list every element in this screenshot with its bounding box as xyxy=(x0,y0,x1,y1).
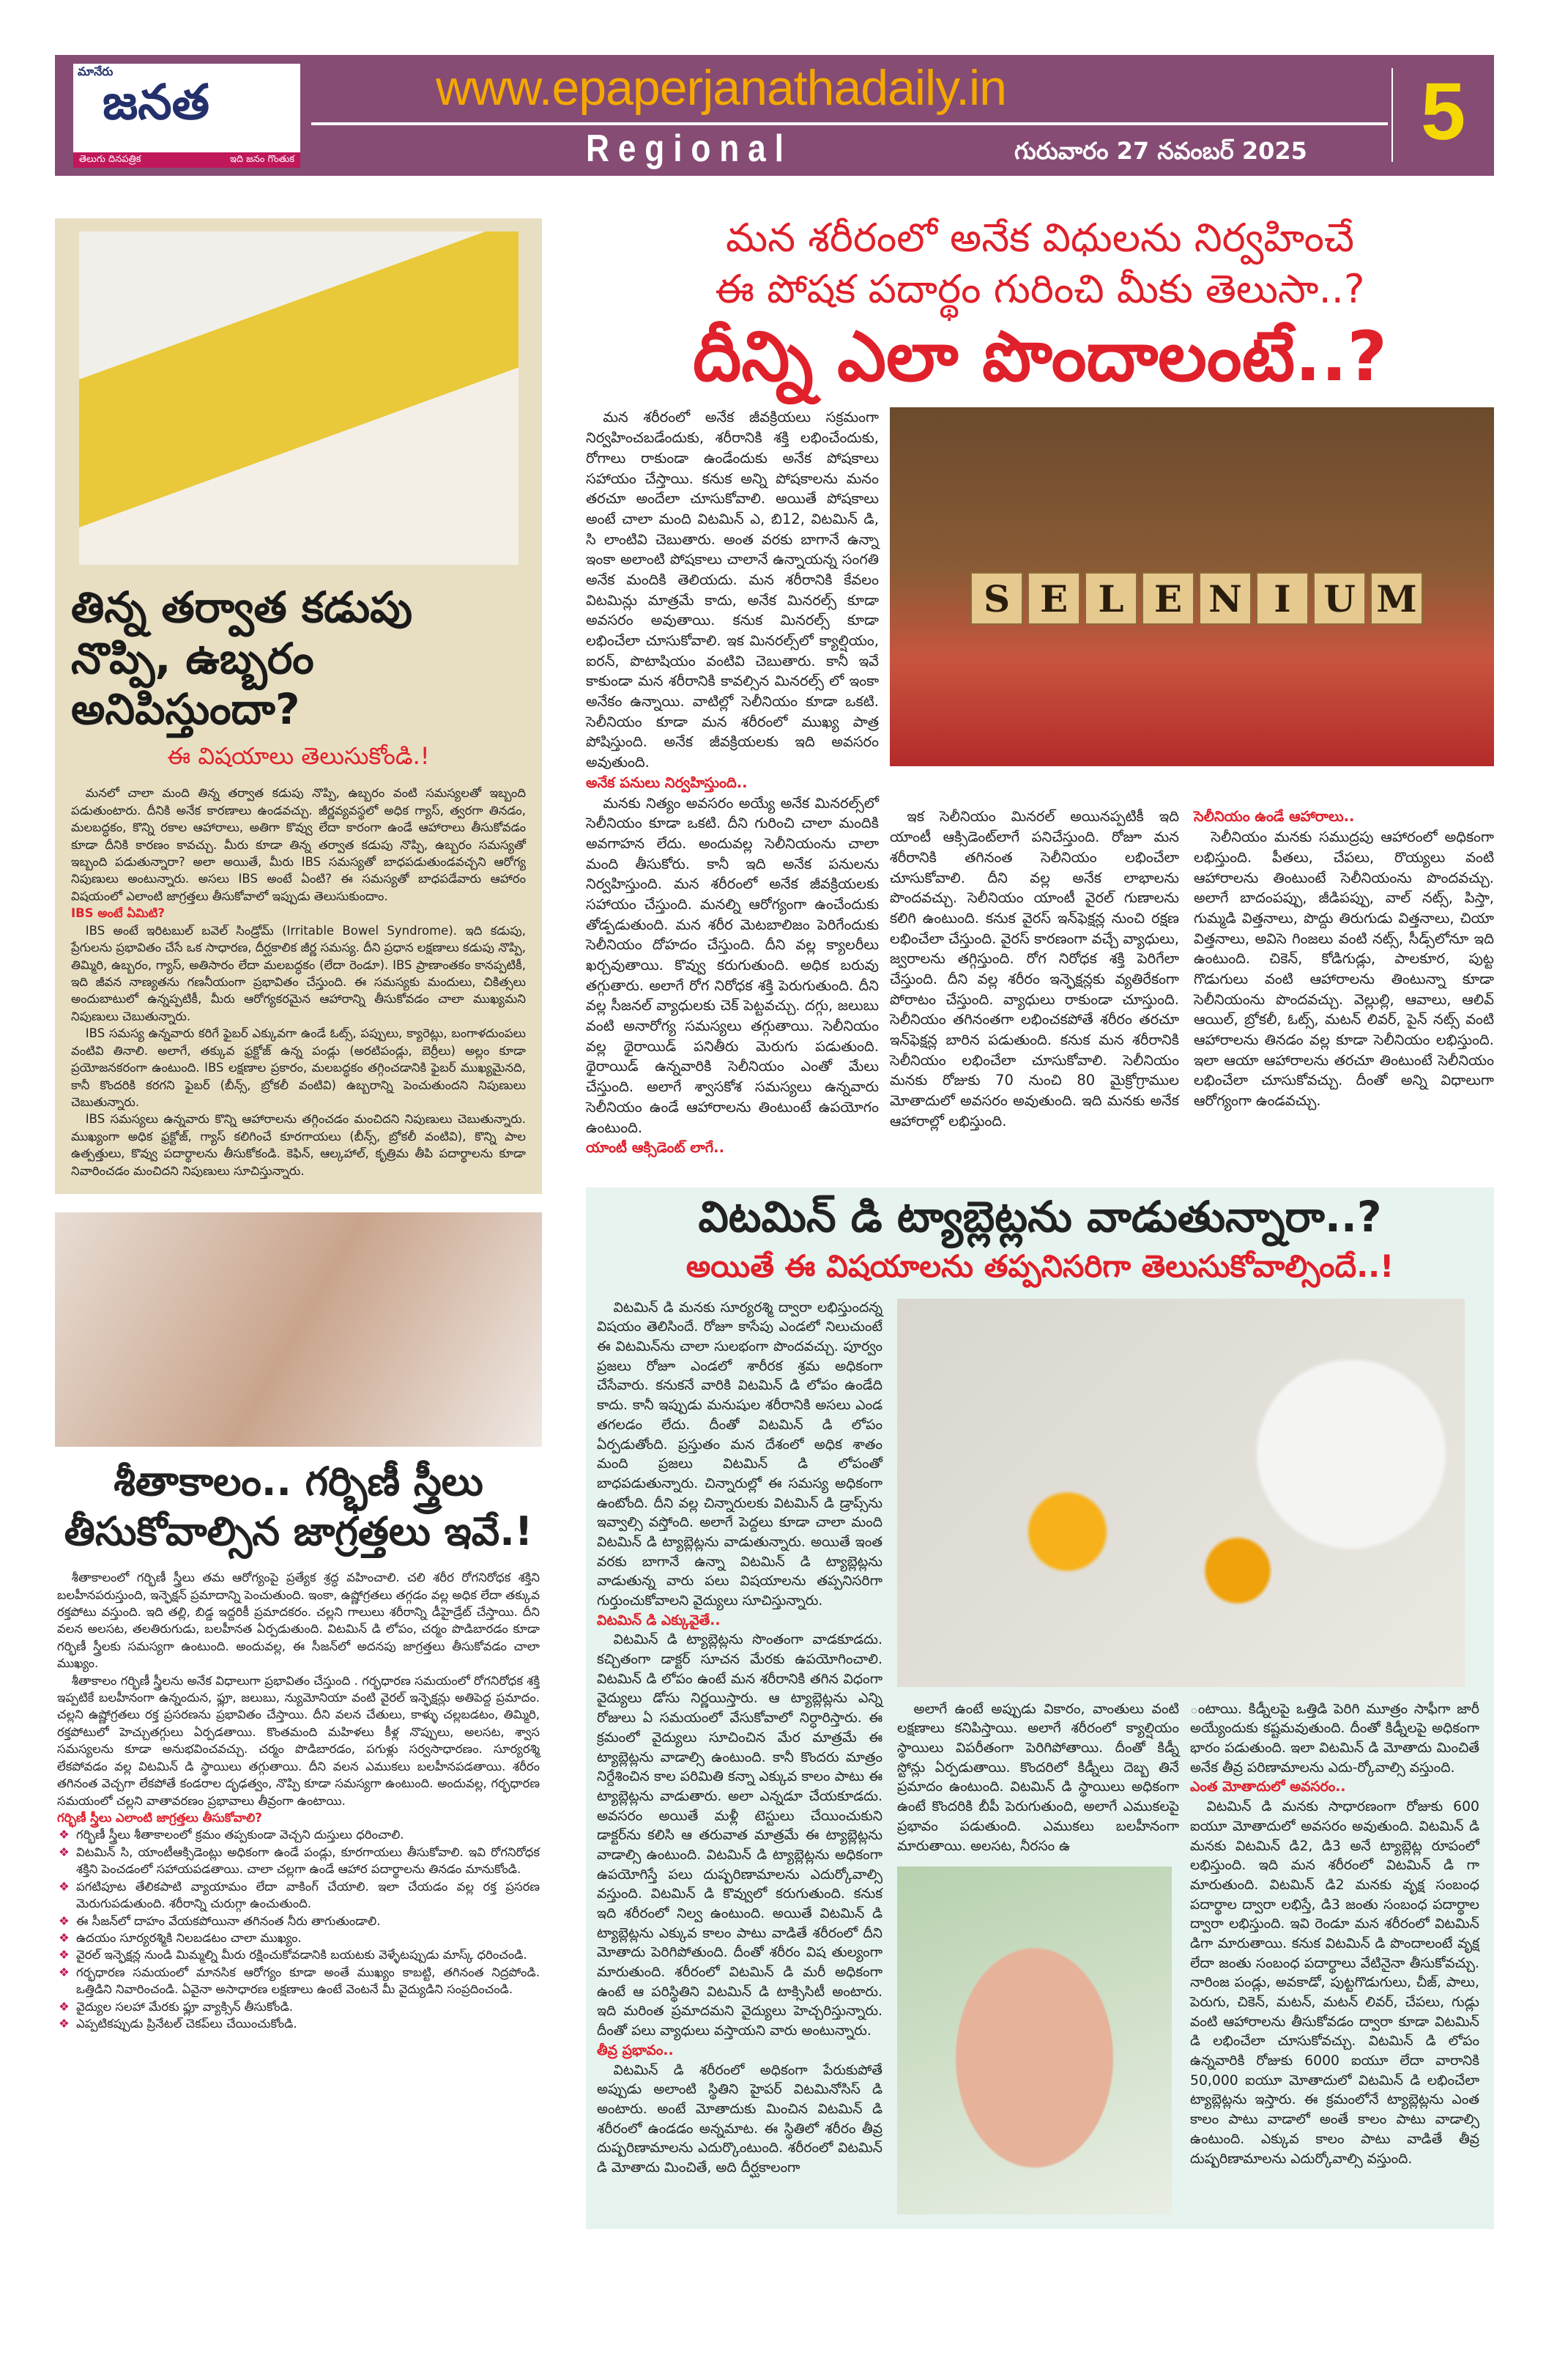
logo-tagline-right: ఇది జనం గొంతుక xyxy=(229,154,294,166)
tip-text: పగటిపూట తేలికపాటి వ్యాయామం లేదా వాకింగ్ చేయాలి. ఇలా చేయడం వల్ల రక్త ప్రసరణ మెరుగుపడుతుంది. శరీరాన్ని చురుగ్గా ఉంచుతుంది. xyxy=(76,1879,540,1911)
page-number: 5 xyxy=(1421,67,1466,157)
vitamin-d-body xyxy=(593,1299,1487,2215)
list-item xyxy=(57,1998,540,2015)
paragraph: IBS సమస్య ఉన్నవారు కరిగే ఫైబర్ ఎక్కువగా ఉండే ఓట్స్, పప్పులు, క్యారెట్లు, బంగాళదుంపలు వంటివి తినాలి. అలాగే, తక్కువ ఫ్రక్టోజ్ ఉన్న పండ్లు (అరటిపండ్లు, బెర్రీలు) అల్లం కూడా ప్రయోజనకరంగా ఉంటుంది. IBS లక్షణాల ప్రకారం, మలబద్ధకం తగ్గించడానికి ఫైబర్ ముఖ్యమైనది, కానీ కొందరికి కరగని ఫైబర్ (బీన్స్, బ్రోకలీ వంటివి) ఉబ్బరాన్ని పెంచుతుందని నిపుణులు చెబుతున్నారు. xyxy=(71,1026,526,1109)
paragraph: మనకు నిత్యం అవసరం అయ్యే అనేక మినరల్స్‌లో సెలీనియం కూడా ఒకటి. దీని గురించి చాలా మందికి అవగాహన లేదు. అందువల్ల సెలీనియంను చాలా మంది తీసుకోరు. కానీ ఇది అనేక పనులను నిర్వహిస్తుంది. మన శరీరంలో అనేక జీవక్రియలకు సహాయం చేస్తుంది. మనల్ని ఆరోగ్యంగా ఉంచేందుకు తోడ్పడుతుంది. మన శరీర మెటబాలిజం పెరిగేందుకు సెలీనియం దోహదం చేస్తుంది. దీని వల్ల క్యాలరీలు ఖర్చవుతాయి. కొవ్వు కరుగుతుంది. అధిక బరువు తగ్గుతారు. అలాగే రోగ నిరోధక శక్తి పెరుగుతుంది. దీని వల్ల సీజనల్ వ్యాధులకు చెక్ పెట్టవచ్చు. దగ్గు, జలుబు వంటి అనారోగ్య సమస్యలు తగ్గుతాయి. సెలీనియం వల్ల థైరాయిడ్ పనితీరు మెరుగు పడుతుంది. థైరాయిడ్ ఉన్నవారికి సెలీనియం ఎంతో మేలు చేస్తుంది. అలాగే శ్వాసకోశ సమస్యలు ఉన్నవారు సెలీనియం ఉండే ఆహారాలను తింటుంటే ఉపయోగం ఉంటుంది. xyxy=(586,794,879,1136)
diamond-bullet-icon: ❖ xyxy=(59,1999,70,2014)
section-subheading: సెలీనియం ఉండే ఆహారాలు.. xyxy=(1194,808,1355,826)
paragraph: సెలీనియం మనకు సముద్రపు ఆహారంలో అధికంగా లభిస్తుంది. పీతలు, చేపలు, రొయ్యలు వంటి ఆహారాలను తింటుంటే సెలీనియంను పొందవచ్చు. అలాగే బాదంపప్పు, జీడిపప్పు, వాల్ నట్స్, పిస్తా, గుమ్మడి విత్తనాలు, పొద్దు తిరుగుడు విత్తనాలు, చియా విత్తనాలు, అవిసె గింజలు వంటి నట్స్, సీడ్స్‌లోనూ ఇది ఉంటుంది. చికెన్, కోడిగుడ్లు, పాలకూర, పుట్ట గొడుగులు వంటి ఆహారాలను తింటున్నా కూడా సెలీనియంను పొందవచ్చు. వెల్లుల్లి, ఆవాలు, ఆలివ్ ఆయిల్, బ్రోకలీ, ఓట్స్, మటన్ లివర్, పైన్ నట్స్ వంటి ఆహారాలను తినడం వల్ల కూడా సెలీనియం లభిస్తుంది. ఇలా ఆయా ఆహారాలను తరచూ తింటుంటే సెలీనియం లభించేలా చూసుకోవచ్చు. దీంతో అన్ని విధాలుగా ఆరోగ్యంగా ఉండవచ్చు. xyxy=(1194,828,1494,1110)
article-column-3 xyxy=(1190,1700,1479,2170)
issue-date: గురువారం 27 నవంబర్ 2025 xyxy=(1014,137,1307,165)
selenium-right-block xyxy=(890,407,1494,1131)
article-column-2 xyxy=(897,1700,1179,1857)
list-item xyxy=(57,1929,540,1946)
paragraph: IBS అంటే ఇరిటబుల్ బవెల్ సిండ్రోమ్ (Irritable Bowel Syndrome). ఇది కడుపు, ప్రేగులను ప్రభావితం చేసే ఒక సాధారణ, దీర్ఘకాలిక జీర్ణ సమస్య. దీని ప్రధాన లక్షణాలు కడుపు నొప్పి, తిమ్మిరి, ఉబ్బరం, గ్యాస్, అతిసారం లేదా మలబద్ధకం (లేదా రెండూ). IBS ప్రాణాంతకం కానప్పటికీ, ఇది జీవన నాణ్యతను గణనీయంగా ప్రభావితం చేస్తుంది. ఈ సమస్యకు మందులు, చికిత్సలు అందుబాటులో ఉన్నప్పటికీ, మీరు ఆరోగ్యకరమైన ఆహారాన్ని తీసుకోవడం చాలా ముఖ్యమని నిపుణులు చెబుతున్నారు. xyxy=(71,923,526,1023)
letter-tile: E xyxy=(1142,572,1194,625)
section-subheading: యాంటీ ఆక్సిడెంట్ లాగే.. xyxy=(586,1139,724,1157)
logo-tagline-left: తెలుగు దినపత్రిక xyxy=(79,154,141,166)
article-headline: విటమిన్ డి ట్యాబ్లెట్లను వాడుతున్నారా..? xyxy=(698,1191,1382,1242)
vitamin-d-column-2-block xyxy=(897,1700,1179,2215)
article-column-3 xyxy=(1194,807,1494,1131)
selenium-lower-columns xyxy=(890,807,1494,1131)
article-column-1 xyxy=(593,1299,882,2179)
paragraph: IBS సమస్యలు ఉన్నవారు కొన్ని ఆహారాలను తగ్గించడం మంచిదని నిపుణులు చెబుతున్నారు. ముఖ్యంగా అధిక ఫ్రక్టోజ్, గ్యాస్ కలిగించే కూరగాయలు (బీన్స్, బ్రోకలీ వంటివి), కొన్ని పాల ఉత్పత్తులు, కొవ్వు పదార్థాలను తీసుకోకండి. కెఫిన్, ఆల్కహాల్, కృత్రిమ తీపి పదార్థాలను కూడా నివారించడం మంచిదని నిపుణులు సూచిస్తున్నారు. xyxy=(71,1112,526,1178)
section-subheading: అనేక పనులు నిర్వహిస్తుంది.. xyxy=(586,774,748,791)
diamond-bullet-icon: ❖ xyxy=(59,2017,70,2031)
tip-text: వైద్యుల సలహా మేరకు ఫ్లూ వ్యాక్సిన్ తీసుకోండి. xyxy=(76,1999,294,2014)
section-subheading: విటమిన్ డి ఎక్కువైతే.. xyxy=(597,1612,721,1628)
list-item xyxy=(57,1878,540,1913)
diamond-bullet-icon: ❖ xyxy=(59,1845,70,1859)
section-subheading: గర్భిణీ స్త్రీలు ఎలాంటి జాగ్రత్తలు తీసుకోవాలి? xyxy=(57,1810,262,1825)
headline-line: శీతాకాలం.. గర్భిణీ స్త్రీలు xyxy=(114,1458,483,1505)
article-column-1 xyxy=(586,407,879,1157)
article-kicker-selenium xyxy=(586,212,1494,315)
letter-tile: S xyxy=(970,572,1023,625)
tips-list xyxy=(57,1826,540,2032)
letter-tile: U xyxy=(1313,572,1366,625)
photo-pregnant-woman xyxy=(55,1212,542,1447)
article-body xyxy=(71,785,526,1179)
logo-tagline-strip xyxy=(73,152,300,168)
list-item xyxy=(57,1913,540,1929)
tip-text: గర్భధారణ సమయంలో మానసిక ఆరోగ్యం కూడా అంతే ముఖ్యం కాబట్టి, తగినంత నిద్రపోండి. ఒత్తిడిని నివారించండి. ఏవైనా అసాధారణ లక్షణాలు ఉంటే వెంటనే మీ వైద్యుడిని సంప్రదించండి. xyxy=(76,1965,540,1997)
letter-tile: M xyxy=(1370,572,1423,625)
photo-hand-with-capsules xyxy=(897,1866,1172,2214)
paragraph: విటమిన్ డి ట్యాబ్లెట్లను సొంతంగా వాడకూడదు. కచ్చితంగా డాక్టర్ సూచన మేరకు ఉపయోగించాలి. విటమిన్ డి లోపం ఉంటే మన శరీరానికి తగిన విధంగా వైద్యులు డోసు నిర్ణయిస్తారు. ఆ ట్యాబ్లెట్లను ఎన్ని రోజులు ఏ సమయంలో వేసుకోవాలో నిర్ధారిస్తారు. ఈ క్రమంలో వైద్యులు సూచించిన మేర మాత్రమే ఈ ట్యాబ్లెట్లను వాడాల్సి ఉంటుంది. కానీ కొందరు మాత్రం నిర్దేశించిన కాల పరిమితి కన్నా ఎక్కువ కాలం పాటు ఈ ట్యాబ్లెట్లను వాడుతారు. అలా ఎన్నడూ చేయకూడదు. అవసరం అయితే మళ్లీ టెస్టులు చేయించుకుని డాక్టర్‌ను కలిసి ఆ తరువాత మాత్రమే ఈ ట్యాబ్లెట్లను వాడాల్సి ఉంటుంది. విటమిన్ డి ట్యాబ్లెట్లను అధికంగా ఉపయోగిస్తే పలు దుష్పరిణామాలను ఎదుర్కోవాల్సి వస్తుంది. విటమిన్ డి కొవ్వులో కరుగుతుంది. కనుక ఇది శరీరంలో నిల్వ ఉంటుంది. అయితే విటమిన్ డి ట్యాబ్లెట్లను ఎక్కువ కాలం పాటు వాడితే శరీరంలో దీని మోతాదు పెరిగిపోతుంది. దీంతో శరీరం విష తుల్యంగా మారుతుంది. శరీరంలో విటమిన్ డి మరీ అధికంగా ఉంటే ఆ పరిస్థితిని విటమిన్ డి టాక్సిసిటీ అంటారు. ఇది మరింత ప్రమాదమని వైద్యులు హెచ్చరిస్తున్నారు. దీంతో పలు వ్యాధులు వస్తాయని వారు అంటున్నారు. xyxy=(597,1632,882,2039)
article-column-2 xyxy=(890,807,1179,1131)
paragraph: విటమిన్ డి మనకు సాధారణంగా రోజుకు 600 ఐయూ మోతాదులో అవసరం అవుతుంది. విటమిన్ డి మనకు విటమిన్ డి2, డి3 అనే ట్యాబ్లెట్ల రూపంలో లభిస్తుంది. ఇది మన శరీరంలో విటమిన్ డి గా మారుతుంది. విటమిన్ డి2 మనకు వృక్ష సంబంధ పదార్థాల ద్వారా లభిస్తే, డి3 జంతు సంబంధ పదార్థాల ద్వారా లభిస్తుంది. ఇవి రెండూ మన శరీరంలో విటమిన్ డిగా మారుతాయి. కనుక విటమిన్ డి పొందాలంటే వృక్ష లేదా జంతు సంబంధ పదార్థాలు వేటినైనా తీసుకోవచ్చు. నారింజ పండ్లు, అవకాడో, పుట్టగొడుగులు, చీజ్, పాలు, పెరుగు, చికెన్, మటన్, మటన్ లివర్, చేపలు, గుడ్లు వంటి ఆహారాలను తీసుకోవడం ద్వారా కూడా విటమిన్ డి లభించేలా చూసుకోవచ్చు. విటమిన్ డి లోపం ఉన్నవారికి రోజుకు 6000 ఐయూ లేదా వారానికి 50,000 ఐయూ మోతాదులో విటమిన్ డి లభించేలా ట్యాబ్లెట్లను ఇస్తారు. ఈ క్రమంలోనే ట్యాబ్లెట్లను ఎంత కాలం పాటు వాడాలో అంతే కాలం పాటు వాడాల్సి ఉంటుంది. ఎక్కువ కాలం పాటు వాడితే తీవ్ర దుష్పరిణామాలను ఎదుర్కోవాల్సి వస్తుంది. xyxy=(1190,1799,1479,2167)
tip-text: ఎప్పటికప్పుడు ప్రినేటల్ చెకప్‌లు చేయించుకోండి. xyxy=(76,2017,297,2031)
diamond-bullet-icon: ❖ xyxy=(59,1930,70,1945)
letter-tile: I xyxy=(1256,572,1309,625)
article-vitamin-d xyxy=(586,1187,1494,2229)
tip-text: ఉదయం సూర్యరశ్మికి నిలబడటం చాలా ముఖ్యం. xyxy=(76,1930,302,1945)
article-ibs xyxy=(55,218,542,1194)
paragraph: విటమిన్ డి శరీరంలో అధికంగా పేరుకుపోతే అప్పుడు అలాంటి స్థితిని హైపర్ విటమినోసిస్ డి అంటారు. అంటే మోతాదుకు మించిన విటమిన్ డి శరీరంలో ఉండడం అన్నమాట. ఈ స్థితిలో శరీరం తీవ్ర దుష్పరిణామాలను ఎదుర్కొంటుంది. శరీరంలో విటమిన్ డి మోతాదు మించితే, అది దీర్ఘకాలంగా xyxy=(597,2062,882,2176)
paragraph: శీతాకాలం గర్భిణీ స్త్రీలను అనేక విధాలుగా ప్రభావితం చేస్తుంది . గర్భధారణ సమయంలో రోగనిరోధక శక్తి ఇప్పటికే బలహీనంగా ఉన్నందున, ఫ్లూ, జలుబు, న్యుమోనియా వంటి వైరల్ ఇన్ఫెక్షన్లు అతిపెద్ద ప్రమాదం. చల్లని ఉష్ణోగ్రతలు రక్త ప్రసరణను ప్రభావితం చేస్తాయి. దీని వలన చేతులు, కాళ్ళు చల్లబడటం, తిమ్మిరి, రక్తపోటులో హెచ్చుతగ్గులు ఏర్పడతాయి. కొంతమంది మహిళలు కీళ్ల నొప్పులు, అలసట, శ్వాస సమస్యలను కూడా అనుభవించవచ్చు. చర్మం పొడిబారడం, పగుళ్లు సర్వసాధారణం. సూర్యరశ్మి లేకపోవడం వల్ల విటమిన్ డి స్థాయిలు తగ్గుతాయి. దీని వలన ఎముకలు బలహీనపడతాయి. శరీరం తగినంత వెచ్చగా లేకపోతే కండరాల దృఢత్వం, నొప్పి కూడా సమస్యగా ఉంటుంది. అందువల్ల, గర్భధారణ సమయంలో చల్లని వాతావరణం ప్రభావాలు తీవ్రంగా ఉంటాయి. xyxy=(57,1673,540,1808)
list-item xyxy=(57,1964,540,1998)
vitamin-d-lower-columns xyxy=(897,1700,1479,2215)
article-subheadline: ఈ విషయాలు తెలుసుకోండి.! xyxy=(167,741,430,770)
paragraph: మనలో చాలా మంది తిన్న తర్వాత కడుపు నొప్పి, ఉబ్బరం వంటి సమస్యలతో ఇబ్బంది పడుతుంటారు. దీనికి అనేక కారణాలు ఉండవచ్చు. జీర్ణవ్యవస్థలో అధిక గ్యాస్, త్వరగా తినడం, మలబద్ధకం, కొన్ని రకాల ఆహారాలు, అతిగా కొవ్వు లేదా కారంగా ఉండే ఆహారాలు తీసుకోవడం కూడా దీనికి కారణం కావచ్చు. మీరు కూడా తిన్న తర్వాత కడుపు నొప్పి, ఉబ్బరం సమస్యతో ఇబ్బంది పడుతున్నారా? అలా అయితే, మీరు IBS సమస్యతో బాధపడుతుండవచ్చని ఆరోగ్య నిపుణులు అంటున్నారు. అసలు IBS అంటే ఏంటి? ఈ సమస్యతో బాధపడేవారు ఆహారం విషయంలో ఎలాంటి జాగ్రత్తలు తీసుకోవాలో ఇప్పుడు తెలుసుకుందాం. xyxy=(71,786,526,903)
left-column xyxy=(55,218,542,2032)
article-headline: తిన్న తర్వాత కడుపు నొప్పి, ఉబ్బరం అనిపిస్తుందా? xyxy=(71,582,412,735)
logo-prefix: మానేరు xyxy=(78,64,114,78)
article-body-pregnancy xyxy=(55,1569,542,2032)
paragraph: విటమిన్ డి మనకు సూర్యరశ్మి ద్వారా లభిస్తుందన్న విషయం తెలిసిందే. రోజూ కాసేపు ఎండలో నిలుచుంటే ఈ విటమిన్‌ను చాలా సులభంగా పొందవచ్చు. పూర్వం ప్రజలు రోజూ ఎండలో శారీరక శ్రమ అధికంగా చేసేవారు. కనుకనే వారికి విటమిన్ డి లోపం ఉండేది కాదు. కానీ ఇప్పుడు మనుషుల శరీరానికి అసలు ఎండ తగలడం లేదు. దీంతో విటమిన్ డి లోపం ఏర్పడుతోంది. ప్రస్తుతం మన దేశంలో అధిక శాతం మంది ప్రజలు విటమిన్ డి లోపంతో బాధపడుతున్నారు. చిన్నారుల్లో ఈ సమస్య అధికంగా ఉంటోంది. దీని వల్ల చిన్నారులకు విటమిన్ డి డ్రాప్స్‌ను ఇవ్వాల్సి వస్తోంది. అలాగే పెద్దలు కూడా చాలా మంది విటమిన్ డి ట్యాబ్లెట్లను వాడుతున్నారు. అయితే ఇంత వరకు బాగానే ఉన్నా విటమిన్ డి ట్యాబ్లెట్లను వాడుతున్న వారు పలు విషయాలను తప్పనిసరిగా గుర్తుంచుకోవాలని వైద్యులు సూచిస్తున్నారు. xyxy=(597,1300,882,1609)
vitamin-d-right-block xyxy=(897,1299,1479,2215)
list-item xyxy=(57,2015,540,2032)
list-item xyxy=(57,1826,540,1843)
masthead-vertical-divider xyxy=(1391,68,1393,162)
paragraph: ంటాయి. కిడ్నీలపై ఒత్తిడి పెరిగి మూత్రం సాఫీగా జారీ అయ్యేందుకు కష్టమవుతుంది. దీంతో కిడ్నీలపై అధికంగా భారం పడుతుంది. ఇలా విటమిన్ డి మోతాదు మించితే అనేక తీవ్ర పరిణామాలను ఎదు-ర్కోవాల్సి వస్తుంది. xyxy=(1190,1701,1479,1776)
article-selenium-body xyxy=(586,407,1494,1157)
tip-text: గర్భిణీ స్త్రీలు శీతాకాలంలో క్రమం తప్పకుండా వెచ్చని దుస్తులు ధరించాలి. xyxy=(76,1828,404,1842)
website-url[interactable]: www.epaperjanathadaily.in xyxy=(436,60,1006,116)
article-pregnancy xyxy=(55,1212,542,2032)
selenium-letter-tiles xyxy=(970,572,1423,625)
list-item xyxy=(57,1844,540,1878)
article-headline-pregnancy xyxy=(55,1457,542,1556)
letter-tile: N xyxy=(1199,572,1252,625)
diamond-bullet-icon: ❖ xyxy=(59,1913,70,1928)
list-item xyxy=(57,1946,540,1963)
article-subheadline: అయితే ఈ విషయాలను తప్పనిసరిగా తెలుసుకోవాల్సిందే..! xyxy=(685,1248,1394,1285)
section-subheading: ఎంత మోతాదులో అవసరం.. xyxy=(1190,1779,1346,1795)
paragraph: మన శరీరంలో అనేక జీవక్రియలు సక్రమంగా నిర్వహించబడేందుకు, శరీరానికి శక్తి లభించేందుకు, రోగాలు రాకుండా ఉండేందుకు అనేక పోషకాలు సహాయం చేస్తాయి. కనుక అన్ని పోషకాలను మనం తరచూ అందేలా చూసుకోవాలి. అయితే పోషకాలు అంటే చాలా మంది విటమిన్ ఎ, బి12, విటమిన్ డి, సి లాంటివి చెబుతారు. అంత వరకు బాగానే ఉన్నా ఇంకా అలాంటి పోషకాలు చాలానే ఉన్నాయన్న సంగతి అనేక మందికి తెలియదు. మన శరీరానికి కేవలం విటమిన్లు మాత్రమే కాదు, అనేక మినరల్స్ కూడా అవసరం అవుతాయి. కనుక మినరల్స్ కూడా లభించేలా చూసుకోవాలి. ఇక మినరల్స్‌లో క్యాల్షియం, ఐరన్, పొటాషియం వంటివి చెబుతారు. కానీ ఇవే కాకుండా మన శరీరానికి కావల్సిన మినరల్స్ లో ఇంకా అనేకం ఉన్నాయి. వాటిల్లో సెలీనియం కూడా ఒకటి. సెలీనియం కూడా మన శరీరంలో ముఖ్య పాత్ర పోషిస్తుంది. అనేక జీవక్రియలకు ఇది అవసరం అవుతుంది. xyxy=(586,409,879,771)
diamond-bullet-icon: ❖ xyxy=(59,1965,70,1979)
article-headline-selenium: దీన్ని ఎలా పొందాలంటే..? xyxy=(692,317,1387,398)
photo-woman-stomach-pain xyxy=(79,231,519,565)
paragraph: ఇక సెలీనియం మినరల్ అయినప్పటికీ ఇది యాంటీ ఆక్సిడెంట్‌లాగే పనిచేస్తుంది. రోజూ మన శరీరానికి తగినంత సెలీనియం లభించేలా చూసుకోవాలి. దీని వల్ల అనేక లాభాలను పొందవచ్చు. సెలీనియం యాంటీ వైరల్ గుణాలను కలిగి ఉంటుంది. కనుక వైరస్ ఇన్‌ఫెక్షన్ల నుంచి రక్షణ లభించేలా చేస్తుంది. వైరస్ కారణంగా వచ్చే వ్యాధులు, జ్వరాలను తగ్గిస్తుంది. రోగ నిరోధక శక్తి పెరిగేలా చేస్తుంది. దీని వల్ల శరీరం ఇన్ఫెక్షన్లకు వ్యతిరేకంగా పోరాటం చేస్తుంది. వ్యాధులు రాకుండా చూస్తుంది. సెలీనియం తగినంతగా లభించకపోతే శరీరం తరచూ ఇన్‌ఫెక్షన్ల బారిన పడుతుంది. కనుక మన శరీరానికి సెలీనియం లభించేలా చూసుకోవాలి. సెలీనియం మనకు రోజుకు 70 నుంచి 80 మైక్రోగ్రాముల మోతాదులో అవసరం అవుతుంది. ఇది మనకు అనేక ఆహారాల్లో లభిస్తుంది. xyxy=(890,808,1179,1130)
diamond-bullet-icon: ❖ xyxy=(59,1828,70,1842)
paragraph: శీతాకాలంలో గర్భిణీ స్త్రీలు తమ ఆరోగ్యంపై ప్రత్యేక శ్రద్ధ వహించాలి. చలి శరీర రోగనిరోధక శక్తిని బలహీనపరుస్తుంది, ఇన్ఫెక్షన్ ప్రమాదాన్ని పెంచుతుంది. ఇంకా, ఉష్ణోగ్రతలు తగ్గడం వల్ల అధిక లేదా తక్కువ రక్తపోటు వస్తుంది. ఇది తల్లి, బిడ్డ ఇద్దరికీ ప్రమాదకరం. చల్లని గాలులు శరీరాన్ని డీహైడ్రేట్ చేస్తాయి. దీని వలన అలసట, తలతిరుగుడు, బలహీనత ఏర్పడుతుంది. విటమిన్ డి లోపం, చర్మం పొడిబారడం కూడా గర్భిణీ స్త్రీలకు సమస్యగా ఉంటుంది. అందువల్ల, ఈ సీజన్‌లో అదనపు జాగ్రత్తలు తీసుకోవడం చాలా ముఖ్యం. xyxy=(57,1571,540,1671)
logo-name: జనత xyxy=(103,73,209,130)
letter-tile: L xyxy=(1085,572,1137,625)
right-column xyxy=(586,212,1494,2229)
photo-selenium-foods xyxy=(890,407,1494,766)
tip-text: వైరల్ ఇన్ఫెక్షన్ల నుండి మిమ్మల్ని మీరు రక్షించుకోవడానికి బయటకు వెళ్ళేటప్పుడు మాస్క్ ధరించండి. xyxy=(76,1948,527,1962)
section-subheading: IBS అంటే ఏమిటి? xyxy=(71,906,165,921)
letter-tile: E xyxy=(1028,572,1080,625)
diamond-bullet-icon: ❖ xyxy=(59,1879,70,1894)
section-name: Regional xyxy=(586,127,792,170)
diamond-bullet-icon: ❖ xyxy=(59,1948,70,1962)
masthead-divider xyxy=(311,122,1388,125)
masthead xyxy=(55,55,1494,176)
kicker-line: మన శరీరంలో అనేక విధులను నిర్వహించే xyxy=(725,215,1355,261)
section-subheading: తీవ్ర ప్రభావం.. xyxy=(597,2042,674,2058)
headline-line: తీసుకోవాల్సిన జాగ్రత్తలు ఇవే.! xyxy=(64,1508,533,1554)
paragraph: అలాగే ఉంటే అప్పుడు వికారం, వాంతులు వంటి లక్షణాలు కనిపిస్తాయి. అలాగే శరీరంలో క్యాల్షియం స్థాయిలు విపరీతంగా పెరిగిపోతాయి. దీంతో కిడ్నీ స్టోన్లు ఏర్పడుతాయి. కొందరిలో కిడ్నీలు దెబ్బ తినే ప్రమాదం ఉంటుంది. విటమిన్ డి స్థాయిలు అధికంగా ఉంటే కొందరికి బీపీ పెరుగుతుంది, అలాగే ఎముకలపై ప్రభావం పడుతుంది. ఎముకలు బలహీనంగా మారుతాయి. అలసట, నీరసం ఉ xyxy=(897,1701,1179,1854)
photo-vitamin-d-capsules xyxy=(897,1299,1465,1687)
tip-text: ఈ సీజన్‌లో దాహం వేయకపోయినా తగినంత నీరు తాగుతుండాలి. xyxy=(76,1913,381,1928)
kicker-line: ఈ పోషక పదార్థం గురించి మీకు తెలుసా..? xyxy=(715,266,1365,313)
tip-text: విటమిన్ సి, యాంటీఆక్సిడెంట్లు అధికంగా ఉండే పండ్లు, కూరగాయలు తీసుకోవాలి. ఇవి రోగనిరోధక శక్తిని పెంచడంలో సహాయపడతాయి. చాలా చల్లగా ఉండే ఆహార పదార్థాలను తినడం మానుకోండి. xyxy=(76,1845,540,1877)
newspaper-logo[interactable] xyxy=(73,64,300,168)
